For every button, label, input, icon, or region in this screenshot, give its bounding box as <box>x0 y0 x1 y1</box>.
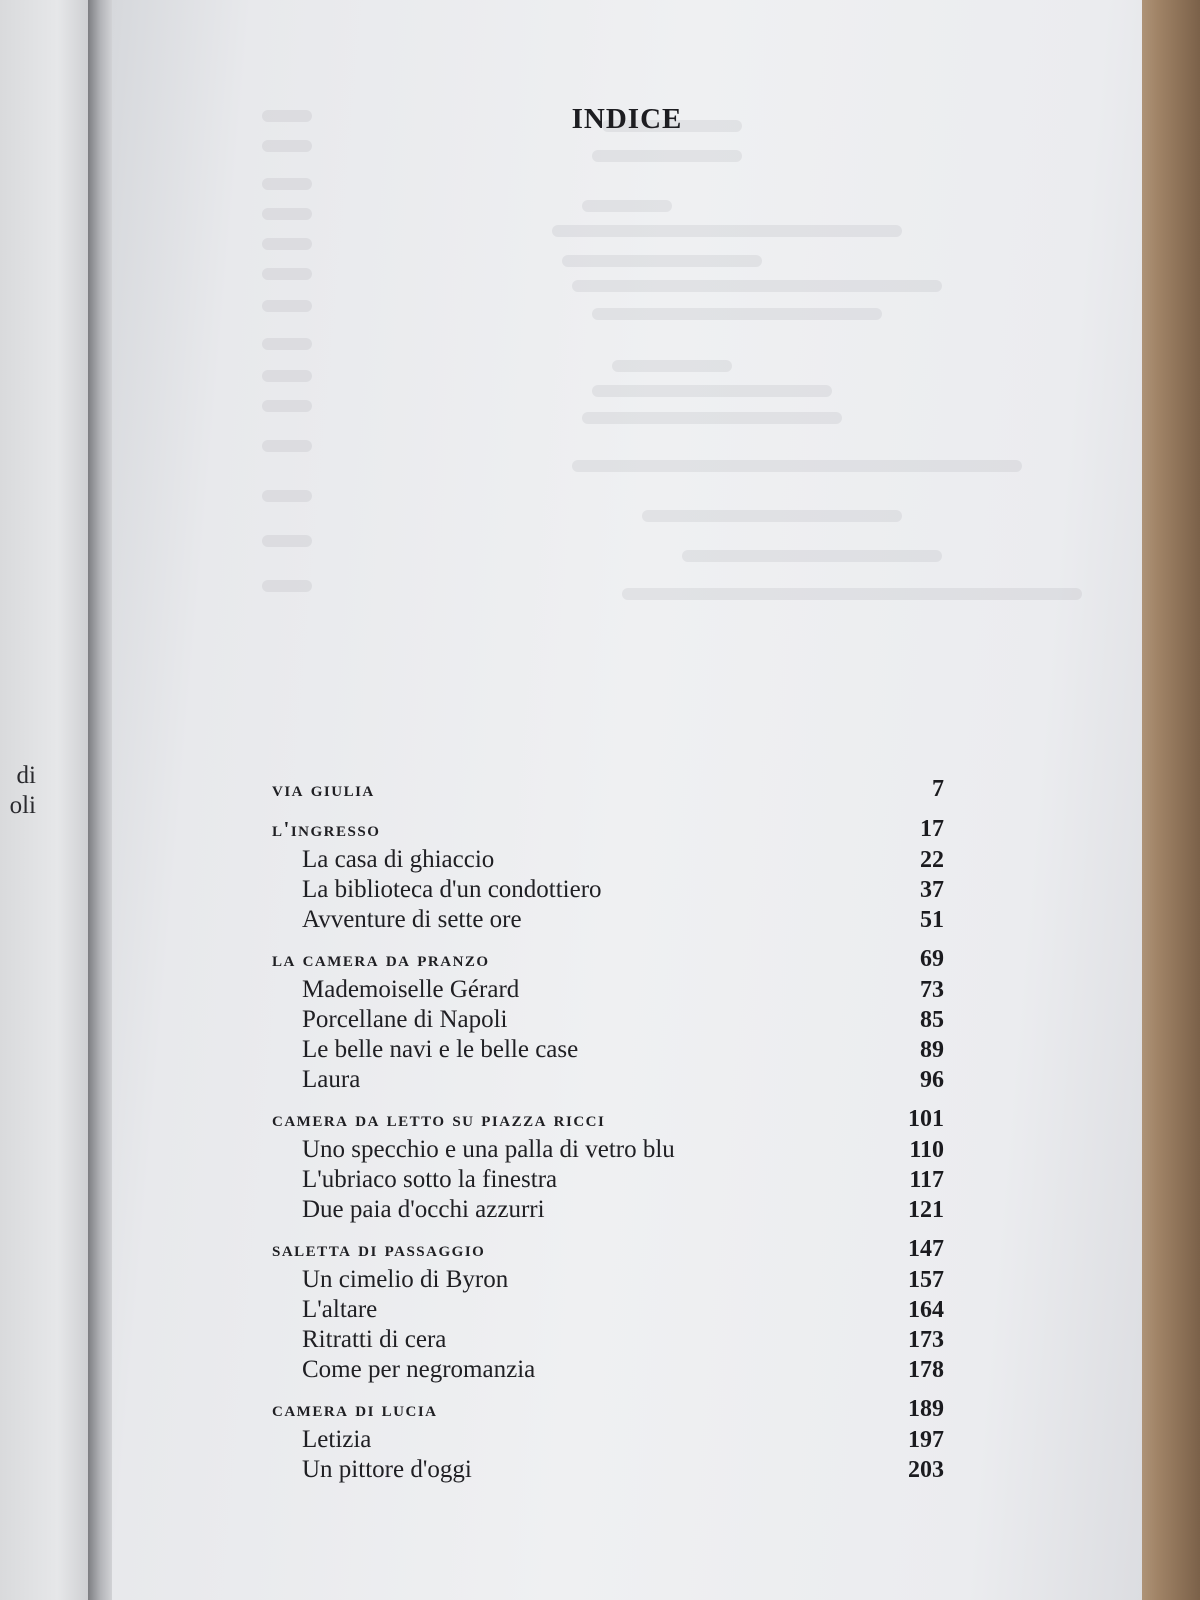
page-number: 89 <box>920 1037 944 1063</box>
toc-section <box>272 816 944 936</box>
toc-section-row <box>272 946 944 976</box>
entry-title: Avventure di sette ore <box>302 906 522 933</box>
entry-title: L'altare <box>302 1296 378 1323</box>
page-number: 117 <box>909 1167 944 1193</box>
section-title: la camera da pranzo <box>272 947 490 971</box>
page-title: INDICE <box>571 103 683 135</box>
page-number: 85 <box>920 1007 944 1033</box>
toc-entry <box>272 1066 944 1096</box>
toc-section-row <box>272 776 944 806</box>
entry-title: Letizia <box>302 1426 372 1453</box>
page-number: 73 <box>920 977 944 1003</box>
entry-title: Porcellane di Napoli <box>302 1006 508 1033</box>
entry-title: La biblioteca d'un condottiero <box>302 876 602 903</box>
show-through-text <box>262 110 1062 630</box>
toc-entry <box>272 876 944 906</box>
toc-entry <box>272 1296 944 1326</box>
toc-entry <box>272 1036 944 1066</box>
page-number: 101 <box>908 1106 944 1132</box>
page-number: 197 <box>908 1427 944 1453</box>
page-number: 178 <box>908 1357 944 1383</box>
toc-section <box>272 1396 944 1486</box>
page-number: 17 <box>920 816 944 842</box>
toc-section-row <box>272 1106 944 1136</box>
entry-title: Due paia d'occhi azzurri <box>302 1196 545 1223</box>
toc-entry <box>272 976 944 1006</box>
toc-entry <box>272 1266 944 1296</box>
left-page-text-fragment: di <box>16 762 36 789</box>
section-title: saletta di passaggio <box>272 1237 486 1261</box>
toc-entry <box>272 1456 944 1486</box>
entry-title: L'ubriaco sotto la finestra <box>302 1166 558 1193</box>
toc-section-row <box>272 816 944 846</box>
page-number: 22 <box>920 847 944 873</box>
toc-entry <box>272 1196 944 1226</box>
page-number: 121 <box>908 1197 944 1223</box>
page-number: 164 <box>908 1297 944 1323</box>
toc-section-row <box>272 1396 944 1426</box>
page-number: 69 <box>920 946 944 972</box>
section-title: l'ingresso <box>272 817 381 841</box>
entry-title: Ritratti di cera <box>302 1326 447 1353</box>
section-title: via giulia <box>272 777 375 801</box>
page-number: 51 <box>920 907 944 933</box>
left-page-text-fragment: oli <box>9 792 36 819</box>
toc-section <box>272 1236 944 1386</box>
page-number: 147 <box>908 1236 944 1262</box>
section-title: camera di lucia <box>272 1397 438 1421</box>
toc-entry <box>272 1356 944 1386</box>
entry-title: Un pittore d'oggi <box>302 1456 472 1483</box>
left-page <box>0 0 96 1600</box>
toc-section <box>272 776 944 806</box>
page-number: 157 <box>908 1267 944 1293</box>
section-title: camera da letto su piazza ricci <box>272 1107 606 1131</box>
page-number: 173 <box>908 1327 944 1353</box>
entry-title: Un cimelio di Byron <box>302 1266 509 1293</box>
toc-section <box>272 946 944 1096</box>
toc-section <box>272 1106 944 1226</box>
table-of-contents <box>272 776 944 1496</box>
entry-title: Uno specchio e una palla di vetro blu <box>302 1136 675 1163</box>
toc-entry <box>272 846 944 876</box>
toc-entry <box>272 1426 944 1456</box>
entry-title: Laura <box>302 1066 361 1093</box>
page-number: 110 <box>909 1137 944 1163</box>
toc-entry <box>272 1136 944 1166</box>
toc-section-row <box>272 1236 944 1266</box>
toc-entry <box>272 1326 944 1356</box>
page-number: 203 <box>908 1457 944 1483</box>
entry-title: Mademoiselle Gérard <box>302 976 520 1003</box>
entry-title: La casa di ghiaccio <box>302 846 495 873</box>
page-number: 96 <box>920 1067 944 1093</box>
entry-title: Come per negromanzia <box>302 1356 536 1383</box>
page-number: 37 <box>920 877 944 903</box>
page-number: 189 <box>908 1396 944 1422</box>
toc-entry <box>272 1006 944 1036</box>
entry-title: Le belle navi e le belle case <box>302 1036 579 1063</box>
toc-entry <box>272 1166 944 1196</box>
toc-entry <box>272 906 944 936</box>
page-number: 7 <box>932 776 944 802</box>
